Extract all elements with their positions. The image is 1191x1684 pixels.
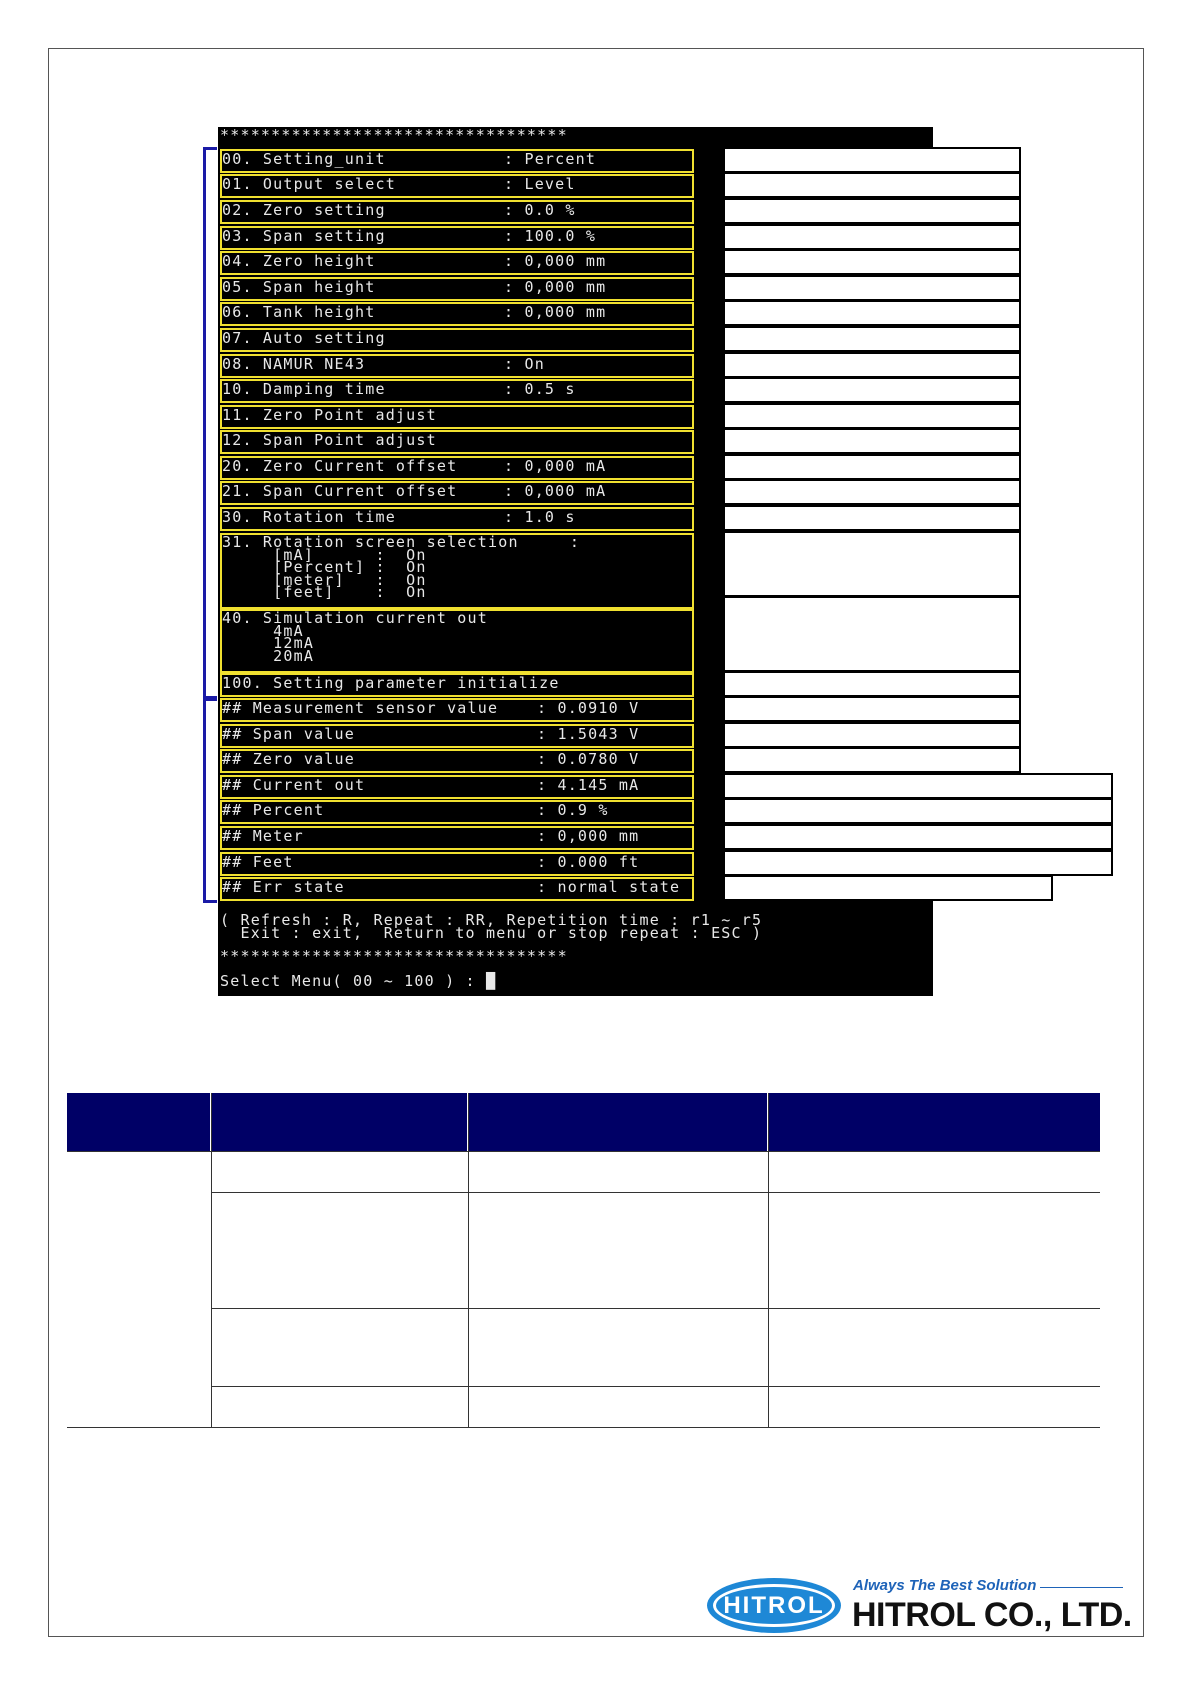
annotation-box <box>723 531 1021 597</box>
status-value: : 0.0910 V <box>537 699 640 717</box>
annotation-box <box>723 377 1021 403</box>
menu-label: 40. Simulation current out 4mA 12mA 20mA <box>222 609 488 665</box>
status-label: ## Percent <box>222 801 325 819</box>
menu-row <box>220 174 694 198</box>
menu-value: : Percent <box>504 150 597 168</box>
menu-label: 20. Zero Current offset <box>222 457 458 475</box>
status-row <box>220 749 694 773</box>
menu-row <box>220 379 694 403</box>
menu-row <box>220 430 694 454</box>
status-label: ## Span value <box>222 725 355 743</box>
menu-row <box>220 405 694 429</box>
menu-value: : 0,000 mA <box>504 482 607 500</box>
tagline: Always The Best Solution <box>853 1577 1037 1594</box>
status-group-bracket <box>203 698 217 903</box>
menu-group-bracket <box>203 147 217 699</box>
annotation-box <box>723 798 1113 824</box>
annotation-box <box>723 747 1021 773</box>
status-value: : 0.000 ft <box>537 853 640 871</box>
terminal-stars-top: ********************************** <box>220 126 568 144</box>
annotation-box <box>723 671 1021 697</box>
menu-label: 21. Span Current offset <box>222 482 458 500</box>
annotation-box <box>723 696 1021 722</box>
annotation-box <box>723 850 1113 876</box>
menu-row <box>220 200 694 224</box>
status-row <box>220 852 694 876</box>
menu-row <box>220 533 694 609</box>
annotation-box <box>723 596 1021 672</box>
table-header-cell <box>769 1093 1100 1151</box>
menu-value: : 1.0 s <box>504 508 576 526</box>
menu-label: 06. Tank height <box>222 303 376 321</box>
menu-label: 31. Rotation screen selection : [mA] : On [Percent] : On [meter] : On [feet] : On <box>222 533 581 601</box>
menu-value: : 0,000 mm <box>504 278 607 296</box>
menu-label: 12. Span Point adjust <box>222 431 437 449</box>
annotation-box <box>723 479 1021 505</box>
menu-label: 10. Damping time <box>222 380 386 398</box>
terminal-help-line-2: Exit : exit, Return to menu or stop repeat : ESC ) <box>220 924 763 942</box>
annotation-box <box>723 172 1021 198</box>
menu-label: 03. Span setting <box>222 227 386 245</box>
menu-label: 100. Setting parameter initialize <box>222 674 560 692</box>
menu-row <box>220 609 694 673</box>
annotation-box <box>723 198 1021 224</box>
status-label: ## Meter <box>222 827 304 845</box>
annotation-box <box>723 454 1021 480</box>
menu-row <box>220 456 694 480</box>
status-row <box>220 800 694 824</box>
annotation-box <box>723 875 1053 901</box>
menu-label: 08. NAMUR NE43 <box>222 355 366 373</box>
status-value: : 4.145 mA <box>537 776 640 794</box>
menu-value: : 100.0 % <box>504 227 597 245</box>
menu-value: : 0.0 % <box>504 201 576 219</box>
menu-label: 02. Zero setting <box>222 201 386 219</box>
menu-row <box>220 226 694 250</box>
table-divider <box>211 1308 1100 1309</box>
menu-label: 30. Rotation time <box>222 508 396 526</box>
status-label: ## Err state <box>222 878 345 896</box>
table-divider <box>211 1192 1100 1193</box>
status-label: ## Measurement sensor value <box>222 699 499 717</box>
status-value: : 0.9 % <box>537 801 609 819</box>
status-label: ## Current out <box>222 776 366 794</box>
table-divider <box>211 1093 212 1428</box>
menu-label: 07. Auto setting <box>222 329 386 347</box>
annotation-box <box>723 773 1113 799</box>
menu-value: : 0,000 mm <box>504 303 607 321</box>
annotation-box <box>723 300 1021 326</box>
menu-label: 00. Setting_unit <box>222 150 386 168</box>
status-row <box>220 877 694 901</box>
annotation-box <box>723 275 1021 301</box>
table-header-cell <box>469 1093 767 1151</box>
annotation-box <box>723 428 1021 454</box>
menu-row <box>220 251 694 275</box>
table-divider <box>67 1151 1100 1152</box>
status-value: : 0,000 mm <box>537 827 640 845</box>
table-divider <box>67 1427 1100 1428</box>
annotation-box <box>723 722 1021 748</box>
menu-row <box>220 328 694 352</box>
terminal-stars-bottom: ********************************** <box>220 947 568 965</box>
terminal-help-line-1: ( Refresh : R, Repeat : RR, Repetition time : r1 ~ r5 <box>220 911 763 929</box>
annotation-box <box>723 147 1021 173</box>
status-row <box>220 724 694 748</box>
table-divider <box>468 1093 469 1428</box>
terminal-prompt: Select Menu( 00 ~ 100 ) : █ <box>220 972 497 990</box>
annotation-box <box>723 352 1021 378</box>
menu-row <box>220 354 694 378</box>
annotation-box <box>723 824 1113 850</box>
menu-row <box>220 302 694 326</box>
logo-text: HITROL <box>723 1591 825 1619</box>
status-value: : 1.5043 V <box>537 725 640 743</box>
status-value: : normal state <box>537 878 681 896</box>
menu-row <box>220 507 694 531</box>
status-row <box>220 698 694 722</box>
menu-value: : On <box>504 355 545 373</box>
menu-value: : Level <box>504 175 576 193</box>
annotation-box <box>723 505 1021 531</box>
menu-value: : 0,000 mA <box>504 457 607 475</box>
status-label: ## Feet <box>222 853 294 871</box>
menu-row <box>220 481 694 505</box>
menu-value: : 0.5 s <box>504 380 576 398</box>
menu-label: 05. Span height <box>222 278 376 296</box>
menu-value: : 0,000 mm <box>504 252 607 270</box>
menu-row <box>220 673 694 697</box>
table-divider <box>211 1386 1100 1387</box>
tagline-rule <box>1040 1587 1123 1588</box>
status-value: : 0.0780 V <box>537 750 640 768</box>
company-name: HITROL CO., LTD. <box>852 1596 1132 1634</box>
table-header-cell <box>212 1093 467 1151</box>
menu-row <box>220 149 694 173</box>
menu-label: 01. Output select <box>222 175 396 193</box>
table-divider <box>768 1093 769 1428</box>
hitrol-logo <box>707 1578 841 1633</box>
annotation-box <box>723 403 1021 429</box>
menu-label: 04. Zero height <box>222 252 376 270</box>
status-label: ## Zero value <box>222 750 355 768</box>
menu-label: 11. Zero Point adjust <box>222 406 437 424</box>
annotation-box <box>723 224 1021 250</box>
status-row <box>220 775 694 799</box>
status-row <box>220 826 694 850</box>
annotation-box <box>723 326 1021 352</box>
annotation-box <box>723 249 1021 275</box>
table-header-cell <box>67 1093 210 1151</box>
menu-row <box>220 277 694 301</box>
